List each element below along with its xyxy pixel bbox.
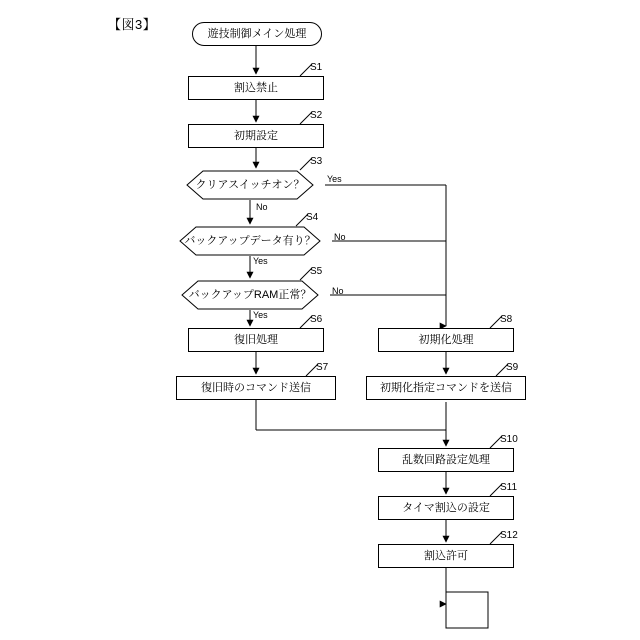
node-s1-label: 割込禁止 [234, 81, 278, 94]
node-s8-initialize-process [378, 328, 514, 352]
step-label-s3: S3 [310, 156, 323, 167]
step-label-s7: S7 [316, 362, 329, 373]
edge-label-s5-yes: Yes [253, 310, 268, 320]
node-s12-label: 割込許可 [424, 549, 468, 562]
node-s12-interrupt-enable [378, 544, 514, 568]
node-s11-label: タイマ割込の設定 [402, 501, 490, 514]
figure-label: 【図3】 [108, 17, 157, 32]
step-label-s11: S11 [500, 482, 518, 493]
node-s9-initialize-command-send [366, 376, 526, 400]
edge-label-s4-no: No [334, 232, 346, 242]
step-label-s5: S5 [310, 266, 323, 277]
step-label-s8: S8 [500, 314, 513, 325]
node-s5-label: バックアップRAM正常？ [188, 288, 312, 301]
node-s5-backup-ram-normal [170, 280, 330, 310]
node-s2-initial-setting [188, 124, 324, 148]
edge-label-s3-yes: Yes [327, 174, 342, 184]
node-start [192, 22, 322, 46]
node-s7-label: 復旧時のコマンド送信 [201, 381, 311, 394]
node-s4-backup-data-exists [168, 226, 332, 256]
node-s8-label: 初期化処理 [418, 333, 474, 346]
node-s3-clear-switch-on [175, 170, 325, 200]
step-label-s1: S1 [310, 62, 323, 73]
node-s2-label: 初期設定 [234, 129, 278, 142]
step-label-s10: S10 [500, 434, 518, 445]
node-s4-label: バックアップデータ有り？ [184, 234, 316, 247]
edge-label-s5-no: No [332, 286, 344, 296]
step-label-s2: S2 [310, 110, 323, 121]
step-label-s6: S6 [310, 314, 323, 325]
node-start-label: 遊技制御メイン処理 [207, 27, 307, 40]
node-s7-recovery-command-send [176, 376, 336, 400]
node-s10-random-circuit-setting [378, 448, 514, 472]
node-s10-label: 乱数回路設定処理 [402, 453, 490, 466]
node-s1-interrupt-disable [188, 76, 324, 100]
step-label-s12: S12 [500, 530, 518, 541]
edge-label-s3-no: No [256, 202, 268, 212]
node-s6-label: 復旧処理 [234, 333, 278, 346]
node-s3-label: クリアスイッチオン？ [195, 178, 305, 191]
node-s11-timer-interrupt-setting [378, 496, 514, 520]
step-label-s4: S4 [306, 212, 319, 223]
step-label-s9: S9 [506, 362, 519, 373]
node-s6-recovery-process [188, 328, 324, 352]
edge-label-s4-yes: Yes [253, 256, 268, 266]
node-s9-label: 初期化指定コマンドを送信 [380, 381, 512, 394]
